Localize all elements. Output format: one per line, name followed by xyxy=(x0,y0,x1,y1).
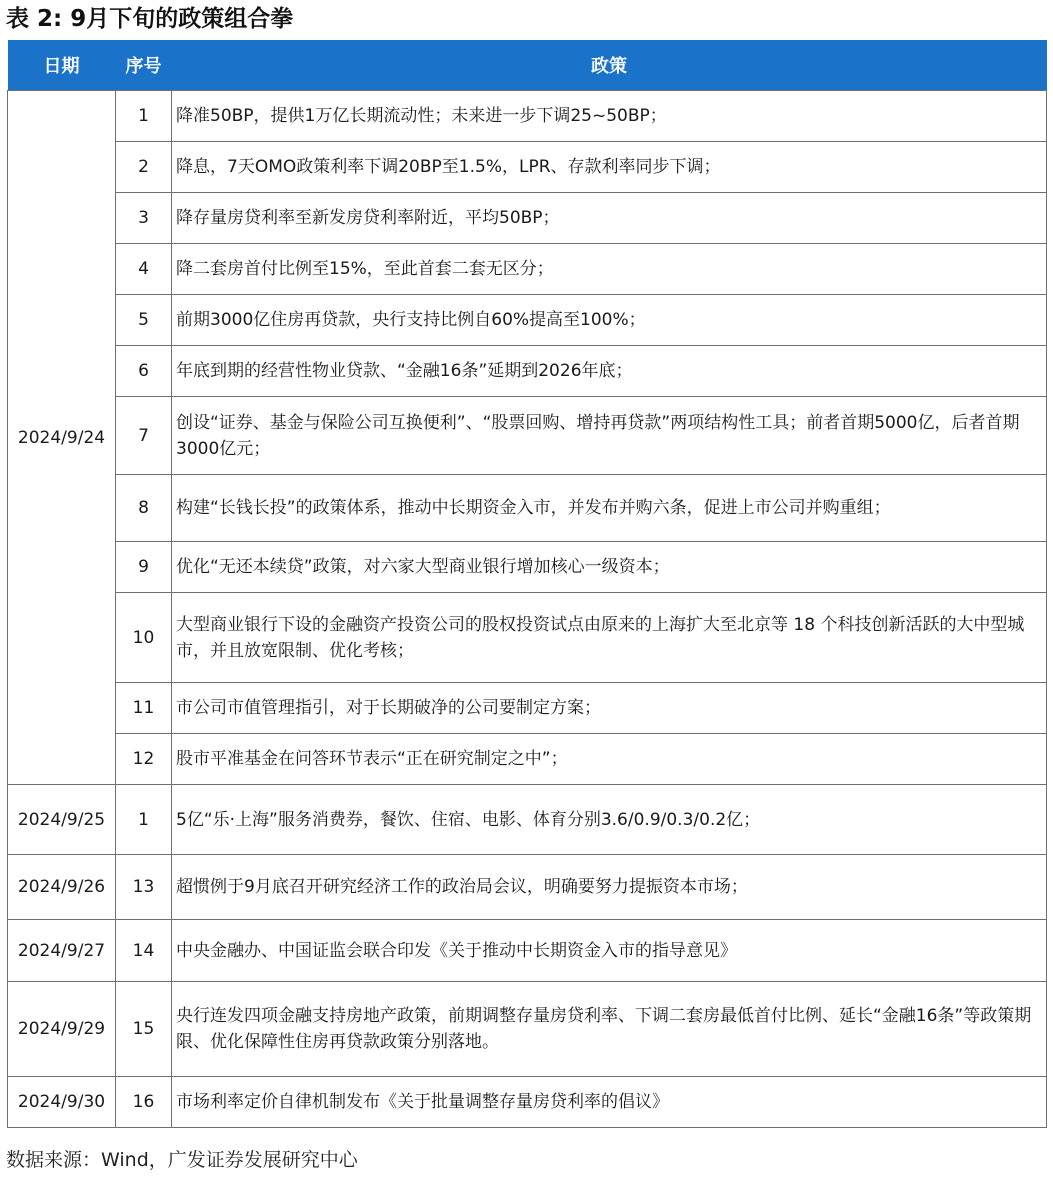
seq-cell: 16 xyxy=(116,1077,172,1128)
policy-cell: 降二套房首付比例至15%，至此首套二套无区分； xyxy=(172,244,1047,295)
seq-cell: 2 xyxy=(116,142,172,193)
table-row xyxy=(8,920,1047,982)
policy-cell: 前期3000亿住房再贷款，央行支持比例自60%提高至100%； xyxy=(172,295,1047,346)
table-row xyxy=(8,855,1047,920)
policy-cell: 大型商业银行下设的金融资产投资公司的股权投资试点由原来的上海扩大至北京等 18 个科技创新活跃的大中型城市，并且放宽限制、优化考核； xyxy=(172,593,1047,683)
policy-cell: 市场利率定价自律机制发布《关于批量调整存量房贷利率的倡议》 xyxy=(172,1077,1047,1128)
data-source-note: 数据来源：Wind，广发证券发展研究中心 xyxy=(6,1149,358,1171)
date-cell: 2024/9/25 xyxy=(8,785,116,855)
table-row xyxy=(8,142,1047,193)
date-cell: 2024/9/26 xyxy=(8,855,116,920)
table-title: 表 2: 9月下旬的政策组合拳 xyxy=(6,6,294,32)
table-row xyxy=(8,193,1047,244)
seq-cell: 11 xyxy=(116,683,172,734)
seq-cell: 10 xyxy=(116,593,172,683)
date-cell: 2024/9/27 xyxy=(8,920,116,982)
policy-cell: 年底到期的经营性物业贷款、“金融16条”延期到2026年底； xyxy=(172,346,1047,397)
policy-cell: 市公司市值管理指引，对于长期破净的公司要制定方案； xyxy=(172,683,1047,734)
table-row xyxy=(8,785,1047,855)
seq-cell: 12 xyxy=(116,734,172,785)
policy-cell: 5亿“乐·上海”服务消费券，餐饮、住宿、电影、体育分别3.6/0.9/0.3/0.2亿； xyxy=(172,785,1047,855)
seq-cell: 3 xyxy=(116,193,172,244)
seq-cell: 6 xyxy=(116,346,172,397)
table-row xyxy=(8,346,1047,397)
table-row xyxy=(8,683,1047,734)
seq-cell: 13 xyxy=(116,855,172,920)
policy-cell: 超惯例于9月底召开研究经济工作的政治局会议，明确要努力提振资本市场； xyxy=(172,855,1047,920)
seq-cell: 5 xyxy=(116,295,172,346)
header-date: 日期 xyxy=(8,40,116,91)
table-row xyxy=(8,593,1047,683)
policy-cell: 央行连发四项金融支持房地产政策，前期调整存量房贷利率、下调二套房最低首付比例、延长“金融16条”等政策期限、优化保障性住房再贷款政策分别落地。 xyxy=(172,982,1047,1077)
header-policy: 政策 xyxy=(172,40,1047,91)
table-row xyxy=(8,734,1047,785)
seq-cell: 1 xyxy=(116,91,172,142)
seq-cell: 15 xyxy=(116,982,172,1077)
seq-cell: 8 xyxy=(116,475,172,542)
date-cell: 2024/9/29 xyxy=(8,982,116,1077)
table-row xyxy=(8,475,1047,542)
policy-cell: 创设“证券、基金与保险公司互换便利”、“股票回购、增持再贷款”两项结构性工具；前者首期5000亿，后者首期3000亿元； xyxy=(172,397,1047,475)
seq-cell: 1 xyxy=(116,785,172,855)
seq-cell: 14 xyxy=(116,920,172,982)
table-row xyxy=(8,542,1047,593)
table-header-row xyxy=(8,40,1047,91)
policy-cell: 构建“长钱长投”的政策体系，推动中长期资金入市，并发布并购六条，促进上市公司并购重组； xyxy=(172,475,1047,542)
table-row xyxy=(8,1077,1047,1128)
seq-cell: 7 xyxy=(116,397,172,475)
table-row xyxy=(8,244,1047,295)
policy-cell: 中央金融办、中国证监会联合印发《关于推动中长期资金入市的指导意见》 xyxy=(172,920,1047,982)
table-row xyxy=(8,91,1047,142)
header-seq: 序号 xyxy=(116,40,172,91)
policy-table xyxy=(7,40,1047,1128)
seq-cell: 4 xyxy=(116,244,172,295)
date-cell: 2024/9/24 xyxy=(8,91,116,785)
policy-cell: 优化“无还本续贷”政策，对六家大型商业银行增加核心一级资本； xyxy=(172,542,1047,593)
policy-cell: 降息，7天OMO政策利率下调20BP至1.5%，LPR、存款利率同步下调； xyxy=(172,142,1047,193)
policy-cell: 股市平准基金在问答环节表示“正在研究制定之中”； xyxy=(172,734,1047,785)
table-row xyxy=(8,982,1047,1077)
policy-cell: 降准50BP，提供1万亿长期流动性；未来进一步下调25~50BP； xyxy=(172,91,1047,142)
table-row xyxy=(8,397,1047,475)
policy-cell: 降存量房贷利率至新发房贷利率附近，平均50BP； xyxy=(172,193,1047,244)
seq-cell: 9 xyxy=(116,542,172,593)
date-cell: 2024/9/30 xyxy=(8,1077,116,1128)
table-row xyxy=(8,295,1047,346)
